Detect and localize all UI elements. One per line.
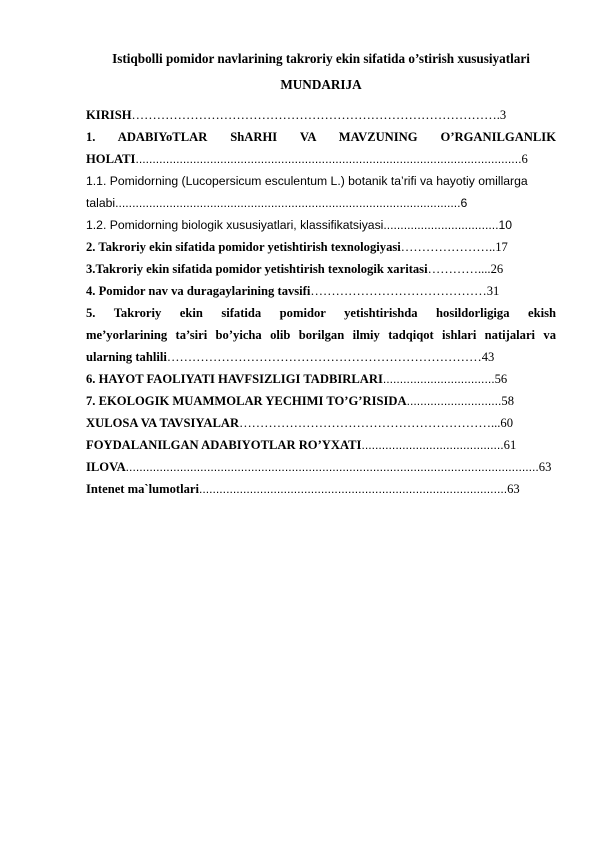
toc-entry: ularning tahlili…………………………………………………………………43 [86, 350, 495, 364]
contents-heading: MUNDARIJA [280, 77, 362, 92]
toc-entry: 3.Takroriy ekin sifatida pomidor yetishtirish texnologik xaritasi…………....26 [86, 262, 504, 276]
toc-entry: 4. Pomidor nav va duragaylarining tavsifi……………………………………31 [86, 284, 500, 298]
toc-entry: XULOSA VA TAVSIYALAR……………………………………………………...60 [86, 416, 513, 430]
toc-entry: 1. ADABIYoTLAR ShARHI VA MAVZUNING O’RGANILGANLIK [86, 130, 556, 144]
toc-entry: ILOVA..........................................................................................................................63 [86, 460, 552, 474]
toc-entry: talabi......................................................................................................6 [86, 196, 468, 210]
table-of-contents [86, 104, 556, 500]
toc-entry: KIRISH…………………………………………………………………………….3 [86, 108, 507, 122]
toc-entry: 6. HAYOT FAOLIYATI HAVFSIZLIGI TADBIRLARI.................................56 [86, 372, 508, 386]
toc-entry: HOLATI..................................................................................................................6 [86, 152, 528, 166]
toc-entry: 1.2. Pomidorning biologik xususiyatlari, klassifikatsiyasi..................................10 [86, 218, 513, 232]
document-title: Istiqbolli pomidor navlarining takroriy ekin sifatida o’stirish xususiyatlari [112, 51, 530, 66]
toc-entry: 5. Takroriy ekin sifatida pomidor yetishtirishda hosildorligiga ekish [86, 306, 556, 320]
toc-entry: Intenet ma`lumotlari...........................................................................................63 [86, 482, 520, 496]
toc-entry: 7. EKOLOGIK MUAMMOLAR YECHIMI TO’G’RISIDA............................58 [86, 394, 514, 408]
toc-entry: FOYDALANILGAN ADABIYOTLAR RO’YXATI..........................................61 [86, 438, 517, 452]
toc-entry: me’yorlarining ta’siri bo’yicha olib borilgan ilmiy tadqiqot ishlari natijalari va [86, 328, 556, 342]
toc-entry: 1.1. Pomidorning (Lucopersicum esculentum L.) botanik ta’rifi va hayotiy omillarga [86, 174, 528, 188]
toc-entry: 2. Takroriy ekin sifatida pomidor yetishtirish texnologiyasi…………………..17 [86, 240, 508, 254]
